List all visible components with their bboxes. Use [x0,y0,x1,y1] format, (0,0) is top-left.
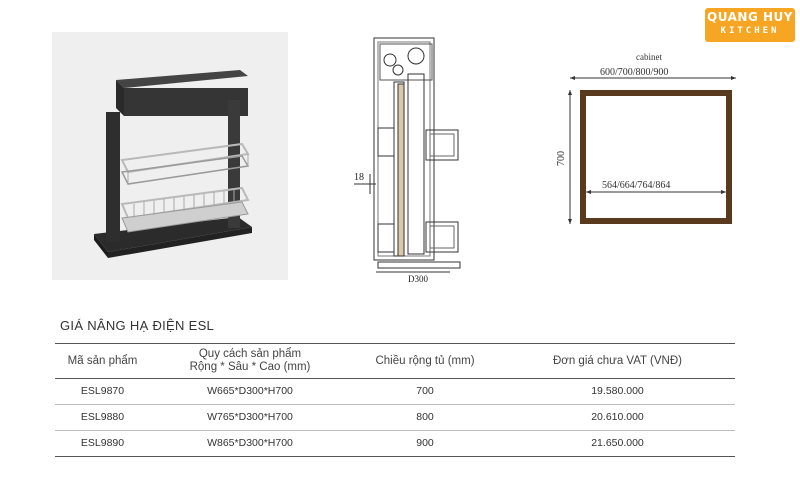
price-table [55,343,735,457]
table-header-row [55,344,735,379]
cell-price: 19.580.000 [500,379,735,405]
cell-code: ESL9880 [55,405,150,431]
table-row [55,431,735,457]
depth-label: D300 [408,274,428,284]
product-photo [52,32,288,280]
logo-line1: QUANG HUY [707,10,793,24]
cell-code: ESL9890 [55,431,150,457]
cabinet-label: cabinet [636,52,662,62]
cell-cabinet-width: 800 [350,405,500,431]
table-row [55,379,735,405]
cell-price: 21.650.000 [500,431,735,457]
header-spec [150,344,350,379]
cell-cabinet-width: 700 [350,379,500,405]
brand-logo [705,8,795,42]
logo-line2: KITCHEN [720,26,780,36]
header-code: Mã sản phẩm [55,344,150,379]
header-price: Đơn giá chưa VAT (VNĐ) [500,344,735,379]
side-view-drawing [340,30,470,292]
side-offset-label: 18 [354,172,364,183]
header-spec-line2: Rộng * Sâu * Cao (mm) [189,361,311,373]
outer-width-label: 600/700/800/900 [600,67,669,78]
inner-width-label: 564/664/764/864 [602,180,671,191]
cell-spec: W865*D300*H700 [150,431,350,457]
cell-spec: W665*D300*H700 [150,379,350,405]
table-row [55,405,735,431]
cell-spec: W765*D300*H700 [150,405,350,431]
plan-view-drawing [548,46,748,236]
height-label: 700 [556,151,567,166]
product-title: GIÁ NÂNG HẠ ĐIỆN ESL [60,318,215,333]
electric-lift-rack-image [52,32,288,280]
cell-cabinet-width: 900 [350,431,500,457]
cell-price: 20.610.000 [500,405,735,431]
header-cabinet-width: Chiều rộng tủ (mm) [350,344,500,379]
header-spec-line1: Quy cách sản phẩm [198,348,302,360]
cell-code: ESL9870 [55,379,150,405]
